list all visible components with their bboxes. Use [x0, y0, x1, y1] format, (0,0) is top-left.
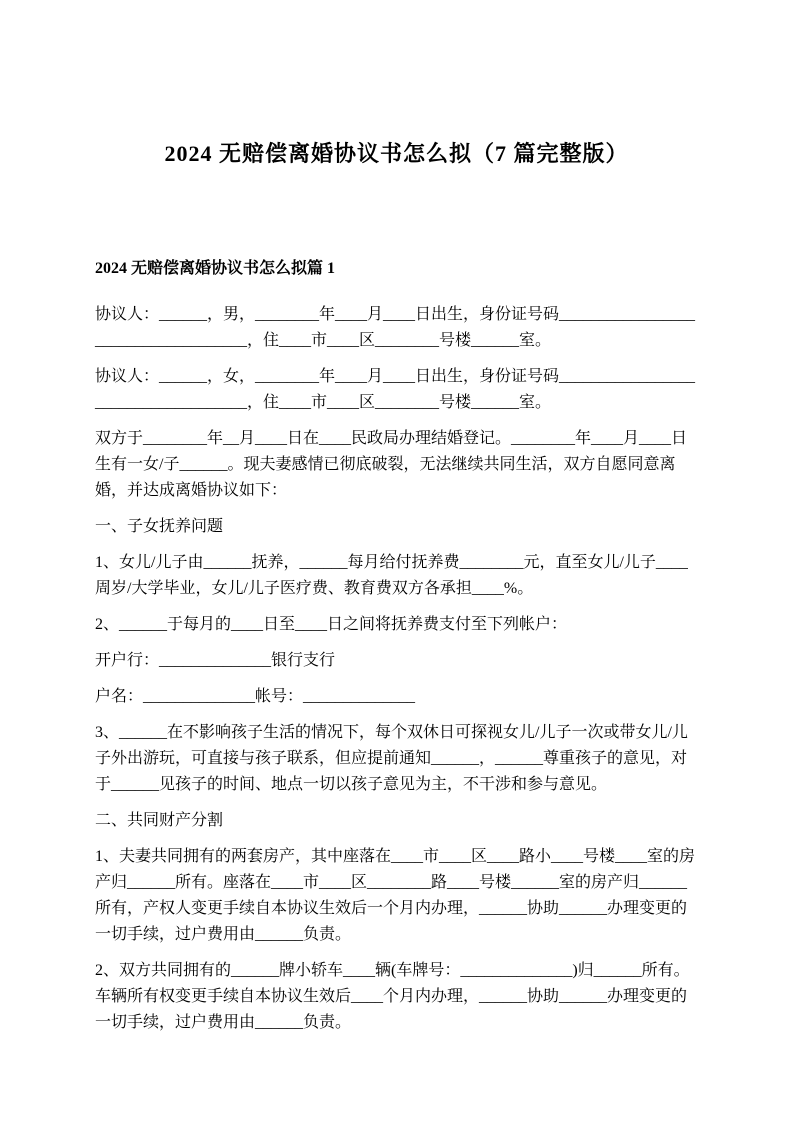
- paragraph-property-item-2-vehicle: 2、双方共同拥有的______牌小轿车____辆(车牌号：______________)归______所有。车辆所有权变更手续自本协议生效后____个月内办理，______协助______办理变更的一切手续，过户费用由______负责。: [95, 962, 690, 1031]
- paragraph-property-item-1-real-estate: 1、夫妻共同拥有的两套房产，其中座落在____市____区____路小____号楼____室的房产归______所有。座落在____市____区________路____号楼______室的房产归______所有，产权人变更手续自本协议生效后一个月内办理，______协助______办理变更的一切手续，过户费用由______负责。: [95, 848, 696, 943]
- paragraph-custody-item-2: 2、______于每月的____日至____日之间将抚养费支付至下列帐户：: [95, 616, 568, 633]
- section-title: 2024 无赔偿离婚协议书怎么拟篇 1: [95, 260, 336, 277]
- paragraph-account-name-number: 户名：______________帐号：______________: [95, 688, 416, 705]
- paragraph-custody-item-3-visitation: 3、______在不影响孩子生活的情况下，每个双休日可探视女儿/儿子一次或带女儿/儿子外出游玩，可直接与孩子联系，但应提前通知______，______尊重孩子的意见，对于______见孩子的时间、地点一切以孩子意见为主，不干涉和参与意见。: [95, 724, 688, 793]
- section-heading-property-division: 二、共同财产分割: [95, 812, 224, 829]
- paragraph-party-b: 协议人：______，女，________年____月____日出生，身份证号码____________________________________，住____市____区________号楼______室。: [95, 368, 696, 411]
- section-heading-child-custody: 一、子女抚养问题: [95, 518, 224, 535]
- paragraph-bank-branch: 开户行：______________银行支行: [95, 652, 336, 669]
- document-title: 2024 无赔偿离婚协议书怎么拟（7 篇完整版）: [164, 141, 629, 166]
- paragraph-custody-item-1: 1、女儿/儿子由______抚养，______每月给付抚养费________元，直至女儿/儿子____周岁/大学毕业，女儿/儿子医疗费、教育费双方各承担____%。: [95, 554, 688, 597]
- paragraph-marriage-registration: 双方于________年__月____日在____民政局办理结婚登记。________年____月____日生有一女/子______。现夫妻感情已彻底破裂，无法继续共同生活，双方自愿同意离婚，并达成离婚协议如下：: [95, 430, 688, 499]
- paragraph-party-a: 协议人：______，男，________年____月____日出生，身份证号码____________________________________，住____市____区________号楼______室。: [95, 306, 696, 349]
